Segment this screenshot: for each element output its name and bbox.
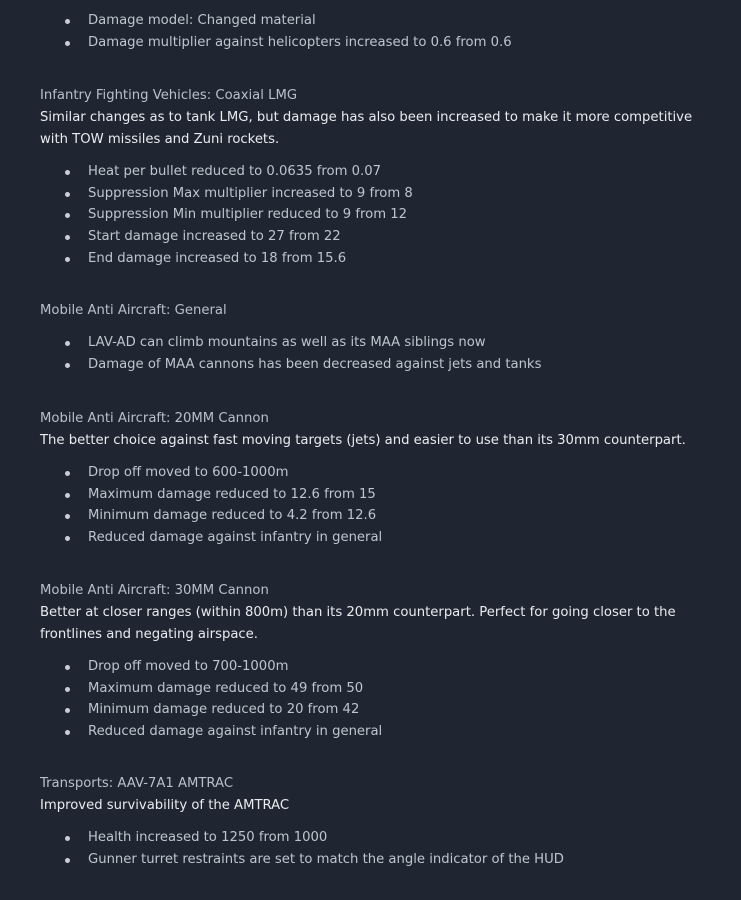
list-item: LAV-AD can climb mountains as well as its MAA siblings now [0, 332, 741, 354]
list-item: End damage increased to 18 from 15.6 [0, 248, 741, 270]
list-item: Heat per bullet reduced to 0.0635 from 0.07 [0, 161, 741, 183]
section-heading: Infantry Fighting Vehicles: Coaxial LMG [40, 88, 298, 103]
section-description: The better choice against fast moving targets (jets) and easier to use than its 30mm counterpart. [40, 433, 686, 448]
section-maa-30mm-cannon [0, 580, 741, 743]
list-item: Reduced damage against infantry in general [0, 527, 741, 549]
section-maa-general [0, 300, 741, 375]
section-description: Improved survivability of the AMTRAC [40, 798, 290, 813]
section-heading: Mobile Anti Aircraft: General [40, 303, 227, 318]
section-heading: Mobile Anti Aircraft: 20MM Cannon [40, 411, 269, 426]
list-item: Reduced damage against infantry in general [0, 721, 741, 743]
list-item: Drop off moved to 700-1000m [0, 656, 741, 678]
section-transports-amtrac [0, 773, 741, 870]
section-bullet-list [0, 161, 741, 269]
top-bullet-list [0, 10, 741, 53]
section-bullet-list [0, 656, 741, 743]
section-description: Better at closer ranges (within 800m) than its 20mm counterpart. Perfect for going closer to the frontlines and negating airspace. [40, 605, 676, 642]
section-maa-20mm-cannon [0, 408, 741, 549]
list-item: Start damage increased to 27 from 22 [0, 226, 741, 248]
list-item: Damage of MAA cannons has been decreased against jets and tanks [0, 354, 741, 376]
list-item: Minimum damage reduced to 4.2 from 12.6 [0, 505, 741, 527]
section-bullet-list [0, 332, 741, 375]
list-item: Suppression Min multiplier reduced to 9 from 12 [0, 204, 741, 226]
top-list-section [0, 10, 741, 53]
section-heading: Transports: AAV-7A1 AMTRAC [40, 776, 234, 791]
list-item: Gunner turret restraints are set to match the angle indicator of the HUD [0, 849, 741, 871]
section-ifv-coaxial-lmg [0, 85, 741, 269]
list-item: Minimum damage reduced to 20 from 42 [0, 699, 741, 721]
list-item: Drop off moved to 600-1000m [0, 462, 741, 484]
list-item: Maximum damage reduced to 12.6 from 15 [0, 484, 741, 506]
list-item: Maximum damage reduced to 49 from 50 [0, 678, 741, 700]
list-item: Suppression Max multiplier increased to 9 from 8 [0, 183, 741, 205]
list-item: Health increased to 1250 from 1000 [0, 827, 741, 849]
section-bullet-list [0, 462, 741, 549]
section-heading: Mobile Anti Aircraft: 30MM Cannon [40, 583, 269, 598]
section-description: Similar changes as to tank LMG, but damage has also been increased to make it more competitive with TOW missiles and Zuni rockets. [40, 110, 693, 147]
section-bullet-list [0, 827, 741, 870]
list-item: Damage multiplier against helicopters increased to 0.6 from 0.6 [0, 32, 741, 54]
list-item: Damage model: Changed material [0, 10, 741, 32]
